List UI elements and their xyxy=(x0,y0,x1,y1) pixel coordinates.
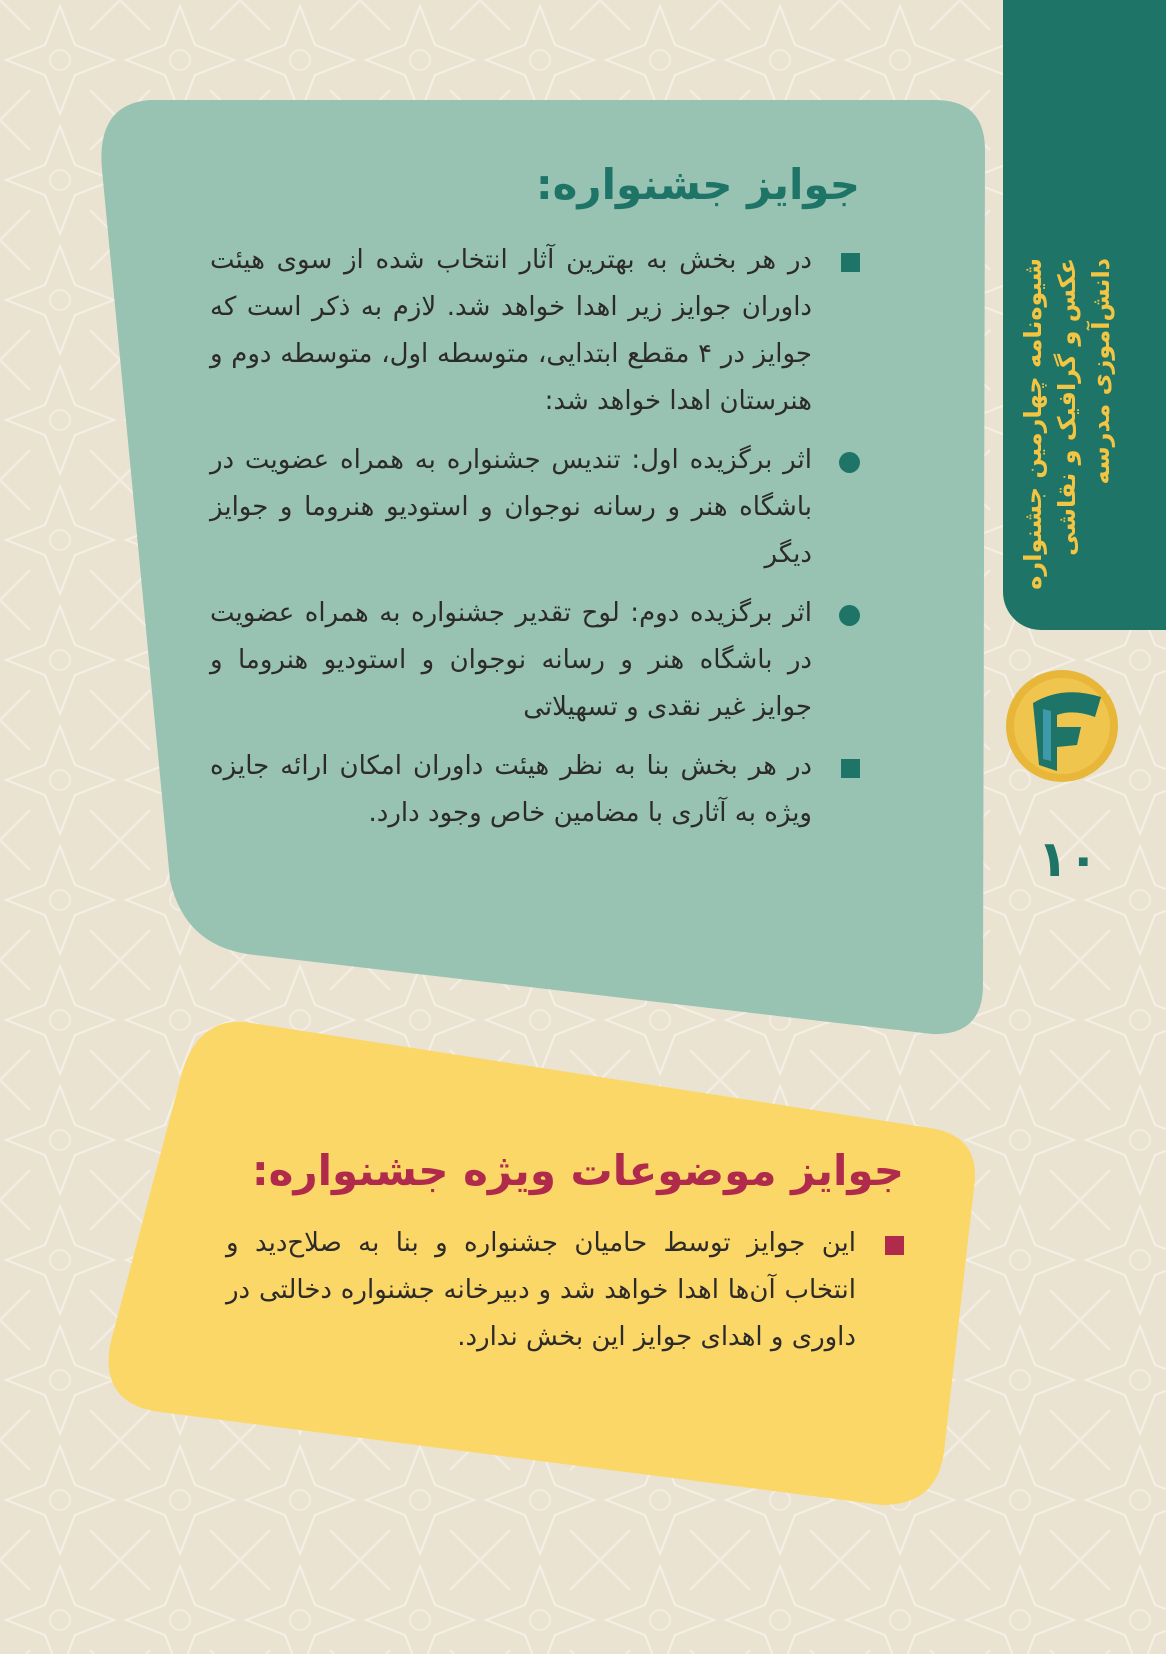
list-item-text: در هر بخش بنا به نظر هیئت داوران امکان ارائه جایزه ویژه به آثاری با مضامین خاص وجود دارد. xyxy=(210,751,812,828)
list-item-text: این جوایز توسط حامیان جشنواره و بنا به صلاح‌دید و انتخاب آن‌ها اهدا خواهد شد و دبیرخانه جشنواره دخالتی در داوری و اهدای جوایز این بخش ندارد. xyxy=(226,1228,856,1352)
festival-logo-icon xyxy=(1003,667,1121,785)
side-banner-title-line: عکس و گرافیک و نقاشی xyxy=(1053,258,1082,556)
side-banner-title xyxy=(1016,258,1140,590)
page-number: ۱۰ xyxy=(1037,830,1099,888)
special-prizes-heading: جوایز موضوعات ویژه جشنواره: xyxy=(251,1146,904,1195)
list-item xyxy=(210,743,860,837)
circle-bullet-icon xyxy=(839,605,860,626)
side-banner-title-line: دانش‌آموزی مدرسه xyxy=(1087,258,1116,485)
list-item xyxy=(210,237,860,425)
list-item xyxy=(226,1220,904,1361)
square-bullet-icon xyxy=(841,253,860,272)
list-item-text: اثر برگزیده دوم: لوح تقدیر جشنواره به همراه عضویت در باشگاه هنر و رسانه نوجوان و استودیو هنروما و جوایز غیر نقدی و تسهیلاتی xyxy=(210,598,812,722)
special-prizes-section xyxy=(226,1140,904,1373)
list-item xyxy=(210,590,860,731)
list-item xyxy=(210,437,860,578)
list-item-text: اثر برگزیده اول: تندیس جشنواره به همراه عضویت در باشگاه هنر و رسانه نوجوان و استودیو هنروما و جوایز دیگر xyxy=(210,445,812,569)
prizes-section xyxy=(210,155,860,849)
list-item-text: در هر بخش به بهترین آثار انتخاب شده از سوی هیئت داوران جوایز زیر اهدا خواهد شد. لازم به ذکر است که جوایز در ۴ مقطع ابتدایی، متوسطه اول، متوسطه دوم و هنرستان اهدا خواهد شد: xyxy=(210,245,812,416)
prizes-heading: جوایز جشنواره: xyxy=(535,160,860,209)
square-bullet-icon xyxy=(885,1236,904,1255)
square-bullet-icon xyxy=(841,759,860,778)
side-banner-title-line: شیوه‌نامه چهارمین جشنواره xyxy=(1019,258,1047,590)
circle-bullet-icon xyxy=(839,452,860,473)
